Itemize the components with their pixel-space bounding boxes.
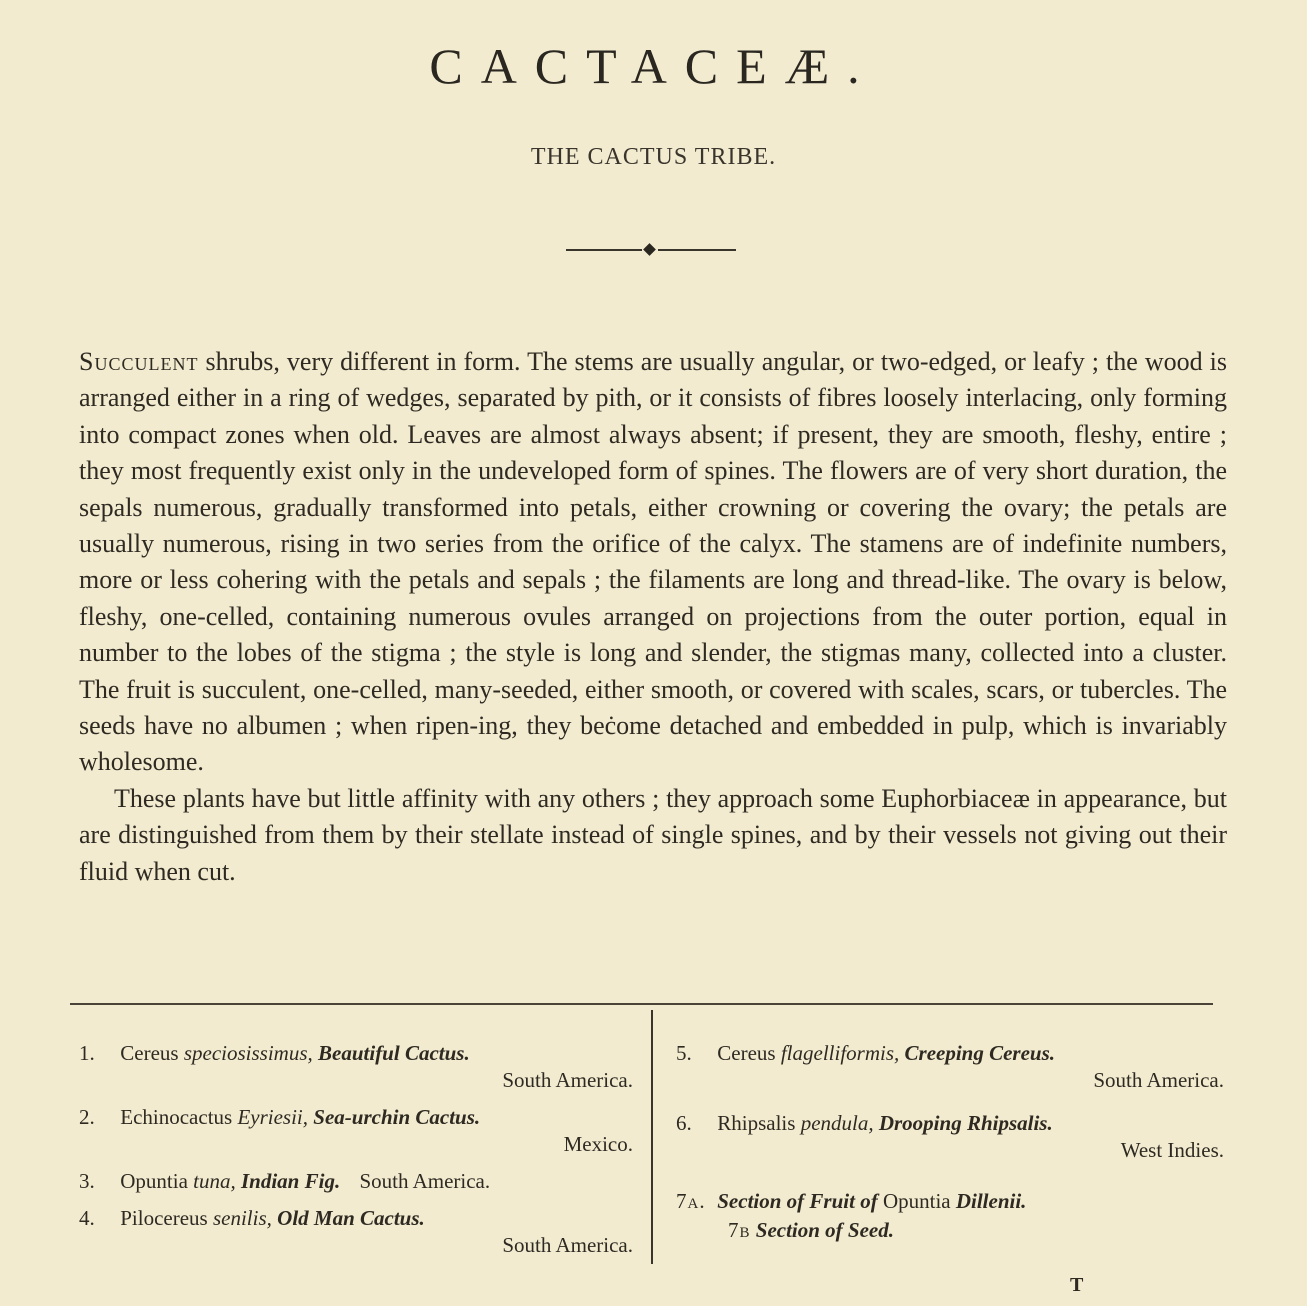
caption-entry <box>79 1205 633 1259</box>
species: senilis, <box>212 1206 272 1230</box>
caption-number: 5. <box>676 1041 692 1065</box>
caption-entry <box>676 1040 1224 1094</box>
genus: Opuntia <box>882 1189 951 1213</box>
species: speciosissimus, <box>183 1041 313 1065</box>
caption-entry <box>79 1104 633 1158</box>
species: pendula, <box>800 1111 874 1135</box>
caption-number: 3. <box>79 1169 95 1193</box>
common-name: Drooping Rhipsalis. <box>878 1111 1053 1135</box>
common-name: Indian Fig. <box>241 1169 341 1193</box>
common-name: Sea-urchin Cactus. <box>313 1105 481 1129</box>
region: West Indies. <box>1120 1138 1224 1162</box>
column-divider <box>651 1010 653 1264</box>
description-text <box>79 344 1227 890</box>
ornament-line-right <box>658 249 736 251</box>
caption-entry <box>676 1217 1224 1244</box>
section-label: Section of Seed. <box>755 1218 894 1242</box>
genus: Echinocactus <box>120 1105 233 1129</box>
ornament-divider <box>566 242 736 258</box>
caption-number: 4. <box>79 1206 95 1230</box>
page-title: CACTACEÆ. <box>429 38 878 94</box>
region: South America. <box>502 1068 633 1092</box>
lead-word: Succulent <box>79 347 199 376</box>
paragraph-2: These plants have but little affinity with any others ; they approach some Euphorbiaceæ in appearance, but are distinguished from them by their stellate instead of single spines, and by their vessels not giving out their fluid when cut. <box>79 783 1227 886</box>
species: tuna, <box>193 1169 236 1193</box>
signature-mark: T <box>1070 1274 1084 1296</box>
caption-number: 7a. <box>676 1189 706 1213</box>
caption-number: 7b <box>728 1218 751 1242</box>
caption-entry <box>79 1168 633 1195</box>
horizontal-rule <box>70 1003 1213 1005</box>
caption-column-right <box>676 1040 1224 1254</box>
section-label: Section of Fruit of <box>717 1189 878 1213</box>
species: Dillenii. <box>955 1189 1027 1213</box>
common-name: Beautiful Cactus. <box>318 1041 470 1065</box>
species: flagelliformis, <box>780 1041 900 1065</box>
region: Mexico. <box>563 1132 633 1156</box>
ornament-line-left <box>566 249 642 251</box>
genus: Opuntia <box>120 1169 188 1193</box>
region: South America. <box>359 1169 491 1193</box>
caption-number: 1. <box>79 1041 95 1065</box>
paragraph-1-text: shrubs, very different in form. The stems are usually angular, or two-edged, or leafy ; the wood is arranged either in a ring of wedges, separated by pith, or it consists of fibres loosely interlacing, only forming into compact zones when old. Leaves are almost always absent; if present, they are smooth, fleshy, entire ; they most frequently exist only in the undeveloped form of spines. The flowers are of very short duration, the sepals numerous, gradually transformed into petals, either crowning or covering the ovary; the petals are usually numerous, rising in two series from the orifice of the calyx. The stamens are of indefinite numbers, more or less cohering with the petals and sepals ; the filaments are long and thread-like. The ovary is below, fleshy, one-celled, containing numerous ovules arranged on projections from the outer portion, equal in number to the lobes of the stigma ; the style is long and slender, the stigmas many, collected into a cluster. The fruit is succulent, one-celled, many-seeded, either smooth, or covered with scales, scars, or tubercles. The seeds have no albumen ; when ripen-ing, they beċome detached and embedded in pulp, which is invariably wholesome. <box>79 347 1227 777</box>
caption-entry <box>676 1188 1224 1215</box>
caption-number: 6. <box>676 1111 692 1135</box>
region: South America. <box>502 1233 633 1257</box>
caption-entry <box>676 1110 1224 1164</box>
common-name: Old Man Cactus. <box>277 1206 425 1230</box>
paragraph-1 <box>79 344 1227 781</box>
species: Eyriesii, <box>237 1105 309 1129</box>
diamond-icon <box>643 243 656 256</box>
caption-number: 2. <box>79 1105 95 1129</box>
region: South America. <box>1093 1068 1224 1092</box>
genus: Cereus <box>120 1041 179 1065</box>
caption-column-left <box>79 1040 633 1269</box>
common-name: Creeping Cereus. <box>904 1041 1056 1065</box>
caption-entry <box>79 1040 633 1094</box>
genus: Pilocereus <box>120 1206 208 1230</box>
genus: Rhipsalis <box>717 1111 796 1135</box>
genus: Cereus <box>717 1041 776 1065</box>
page-subtitle: THE CACTUS TRIBE. <box>530 144 777 170</box>
